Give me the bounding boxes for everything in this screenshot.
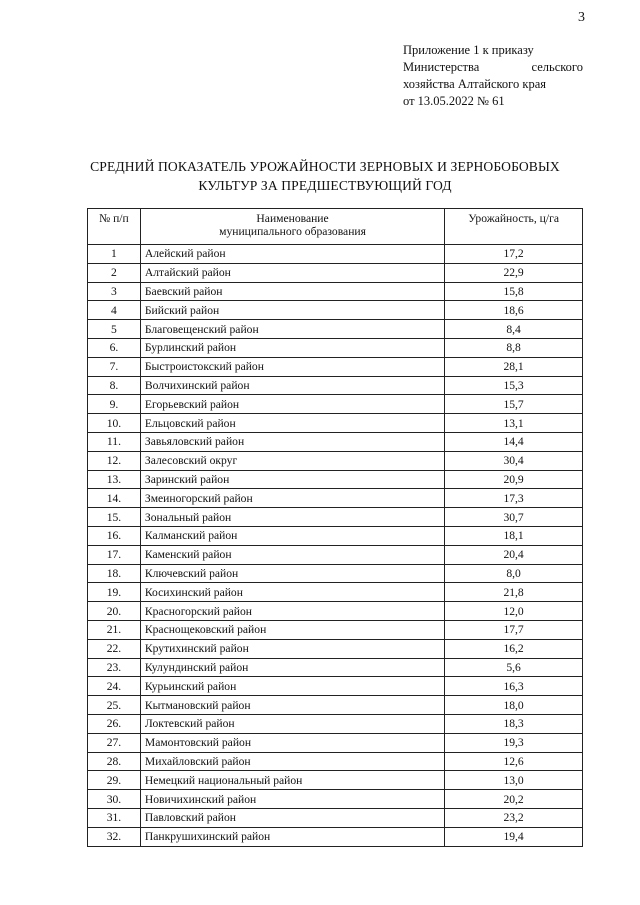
title-line-2: КУЛЬТУР ЗА ПРЕДШЕСТВУЮЩИЙ ГОД [198, 178, 452, 193]
table-row [88, 752, 583, 771]
yield-value: 20,2 [445, 790, 583, 809]
row-number: 21. [88, 620, 141, 639]
district-name: Павловский район [140, 808, 444, 827]
district-name: Ключевский район [140, 564, 444, 583]
district-name: Панкрушихинский район [140, 827, 444, 846]
district-name: Благовещенский район [140, 320, 444, 339]
yield-value: 8,8 [445, 338, 583, 357]
yield-value: 18,6 [445, 301, 583, 320]
yield-value: 12,6 [445, 752, 583, 771]
district-name: Краснощековский район [140, 620, 444, 639]
yield-value: 13,0 [445, 771, 583, 790]
district-name: Бийский район [140, 301, 444, 320]
district-name: Крутихинский район [140, 639, 444, 658]
row-number: 23. [88, 658, 141, 677]
header-name-line-2: муниципального образования [219, 225, 366, 238]
yield-value: 15,8 [445, 282, 583, 301]
row-number: 29. [88, 771, 141, 790]
row-number: 1 [88, 245, 141, 264]
appendix-line-3: хозяйства Алтайского края [403, 77, 546, 91]
yield-value: 14,4 [445, 432, 583, 451]
appendix-header [403, 42, 583, 110]
page-number: 3 [578, 10, 585, 25]
table-header-row [88, 209, 583, 245]
row-number: 4 [88, 301, 141, 320]
district-name: Баевский район [140, 282, 444, 301]
table-row [88, 808, 583, 827]
yield-value: 8,0 [445, 564, 583, 583]
table-row [88, 526, 583, 545]
row-number: 18. [88, 564, 141, 583]
yield-value: 30,7 [445, 508, 583, 527]
table-body [88, 245, 583, 847]
table-row [88, 245, 583, 264]
table-row [88, 451, 583, 470]
yield-value: 13,1 [445, 414, 583, 433]
yield-value: 16,3 [445, 677, 583, 696]
table-row [88, 639, 583, 658]
district-name: Ельцовский район [140, 414, 444, 433]
district-name: Калманский район [140, 526, 444, 545]
yield-value: 19,3 [445, 733, 583, 752]
yield-value: 8,4 [445, 320, 583, 339]
district-name: Быстроистокский район [140, 357, 444, 376]
row-number: 14. [88, 489, 141, 508]
district-name: Красногорский район [140, 602, 444, 621]
table-row [88, 677, 583, 696]
table-row [88, 658, 583, 677]
row-number: 2 [88, 263, 141, 282]
district-name: Локтевский район [140, 714, 444, 733]
district-name: Алейский район [140, 245, 444, 264]
table-row [88, 583, 583, 602]
table-row [88, 395, 583, 414]
yield-value: 20,4 [445, 545, 583, 564]
yield-value: 18,1 [445, 526, 583, 545]
district-name: Зональный район [140, 508, 444, 527]
district-name: Немецкий национальный район [140, 771, 444, 790]
yield-value: 21,8 [445, 583, 583, 602]
row-number: 11. [88, 432, 141, 451]
table-row [88, 338, 583, 357]
district-name: Каменский район [140, 545, 444, 564]
row-number: 8. [88, 376, 141, 395]
table-row [88, 508, 583, 527]
district-name: Заринский район [140, 470, 444, 489]
yield-value: 17,2 [445, 245, 583, 264]
district-name: Михайловский район [140, 752, 444, 771]
appendix-line-1: Приложение 1 к приказу [403, 43, 534, 57]
row-number: 10. [88, 414, 141, 433]
table-row [88, 790, 583, 809]
yield-value: 28,1 [445, 357, 583, 376]
row-number: 25. [88, 696, 141, 715]
appendix-line-4: от 13.05.2022 № 61 [403, 94, 505, 108]
table-row [88, 545, 583, 564]
yield-value: 17,7 [445, 620, 583, 639]
row-number: 5 [88, 320, 141, 339]
row-number: 19. [88, 583, 141, 602]
row-number: 30. [88, 790, 141, 809]
district-name: Змеиногорский район [140, 489, 444, 508]
table-row [88, 320, 583, 339]
district-name: Алтайский район [140, 263, 444, 282]
row-number: 24. [88, 677, 141, 696]
table-row [88, 696, 583, 715]
table-row [88, 414, 583, 433]
table-row [88, 489, 583, 508]
table-row [88, 376, 583, 395]
table-row [88, 357, 583, 376]
table-row [88, 470, 583, 489]
table-row [88, 714, 583, 733]
yield-value: 15,3 [445, 376, 583, 395]
yield-value: 18,0 [445, 696, 583, 715]
district-name: Косихинский район [140, 583, 444, 602]
header-yield: Урожайность, ц/га [445, 209, 583, 245]
row-number: 12. [88, 451, 141, 470]
row-number: 32. [88, 827, 141, 846]
row-number: 6. [88, 338, 141, 357]
district-name: Егорьевский район [140, 395, 444, 414]
district-name: Кулундинский район [140, 658, 444, 677]
table-row [88, 432, 583, 451]
yield-value: 22,9 [445, 263, 583, 282]
yield-value: 20,9 [445, 470, 583, 489]
table-row [88, 771, 583, 790]
row-number: 27. [88, 733, 141, 752]
row-number: 9. [88, 395, 141, 414]
district-name: Залесовский округ [140, 451, 444, 470]
row-number: 13. [88, 470, 141, 489]
row-number: 26. [88, 714, 141, 733]
district-name: Волчихинский район [140, 376, 444, 395]
document-title [60, 157, 590, 195]
yield-table [87, 208, 583, 847]
row-number: 28. [88, 752, 141, 771]
table-row [88, 733, 583, 752]
yield-value: 17,3 [445, 489, 583, 508]
header-name-line-1: Наименование [256, 212, 329, 225]
yield-value: 12,0 [445, 602, 583, 621]
table-row [88, 301, 583, 320]
district-name: Курьинский район [140, 677, 444, 696]
district-name: Завьяловский район [140, 432, 444, 451]
yield-value: 16,2 [445, 639, 583, 658]
row-number: 22. [88, 639, 141, 658]
appendix-line-2: Министерства сельского [403, 60, 583, 74]
row-number: 16. [88, 526, 141, 545]
district-name: Новичихинский район [140, 790, 444, 809]
yield-value: 5,6 [445, 658, 583, 677]
header-name [140, 209, 444, 245]
header-num: № п/п [88, 209, 141, 245]
yield-value: 23,2 [445, 808, 583, 827]
yield-value: 19,4 [445, 827, 583, 846]
yield-value: 30,4 [445, 451, 583, 470]
title-line-1: СРЕДНИЙ ПОКАЗАТЕЛЬ УРОЖАЙНОСТИ ЗЕРНОВЫХ И ЗЕРНОБОБОВЫХ [90, 159, 560, 174]
row-number: 20. [88, 602, 141, 621]
yield-value: 18,3 [445, 714, 583, 733]
district-name: Бурлинский район [140, 338, 444, 357]
yield-value: 15,7 [445, 395, 583, 414]
table-row [88, 564, 583, 583]
table-row [88, 602, 583, 621]
table-row [88, 263, 583, 282]
district-name: Кытмановский район [140, 696, 444, 715]
row-number: 15. [88, 508, 141, 527]
table-row [88, 827, 583, 846]
row-number: 3 [88, 282, 141, 301]
row-number: 7. [88, 357, 141, 376]
row-number: 17. [88, 545, 141, 564]
district-name: Мамонтовский район [140, 733, 444, 752]
table-row [88, 282, 583, 301]
row-number: 31. [88, 808, 141, 827]
table-row [88, 620, 583, 639]
